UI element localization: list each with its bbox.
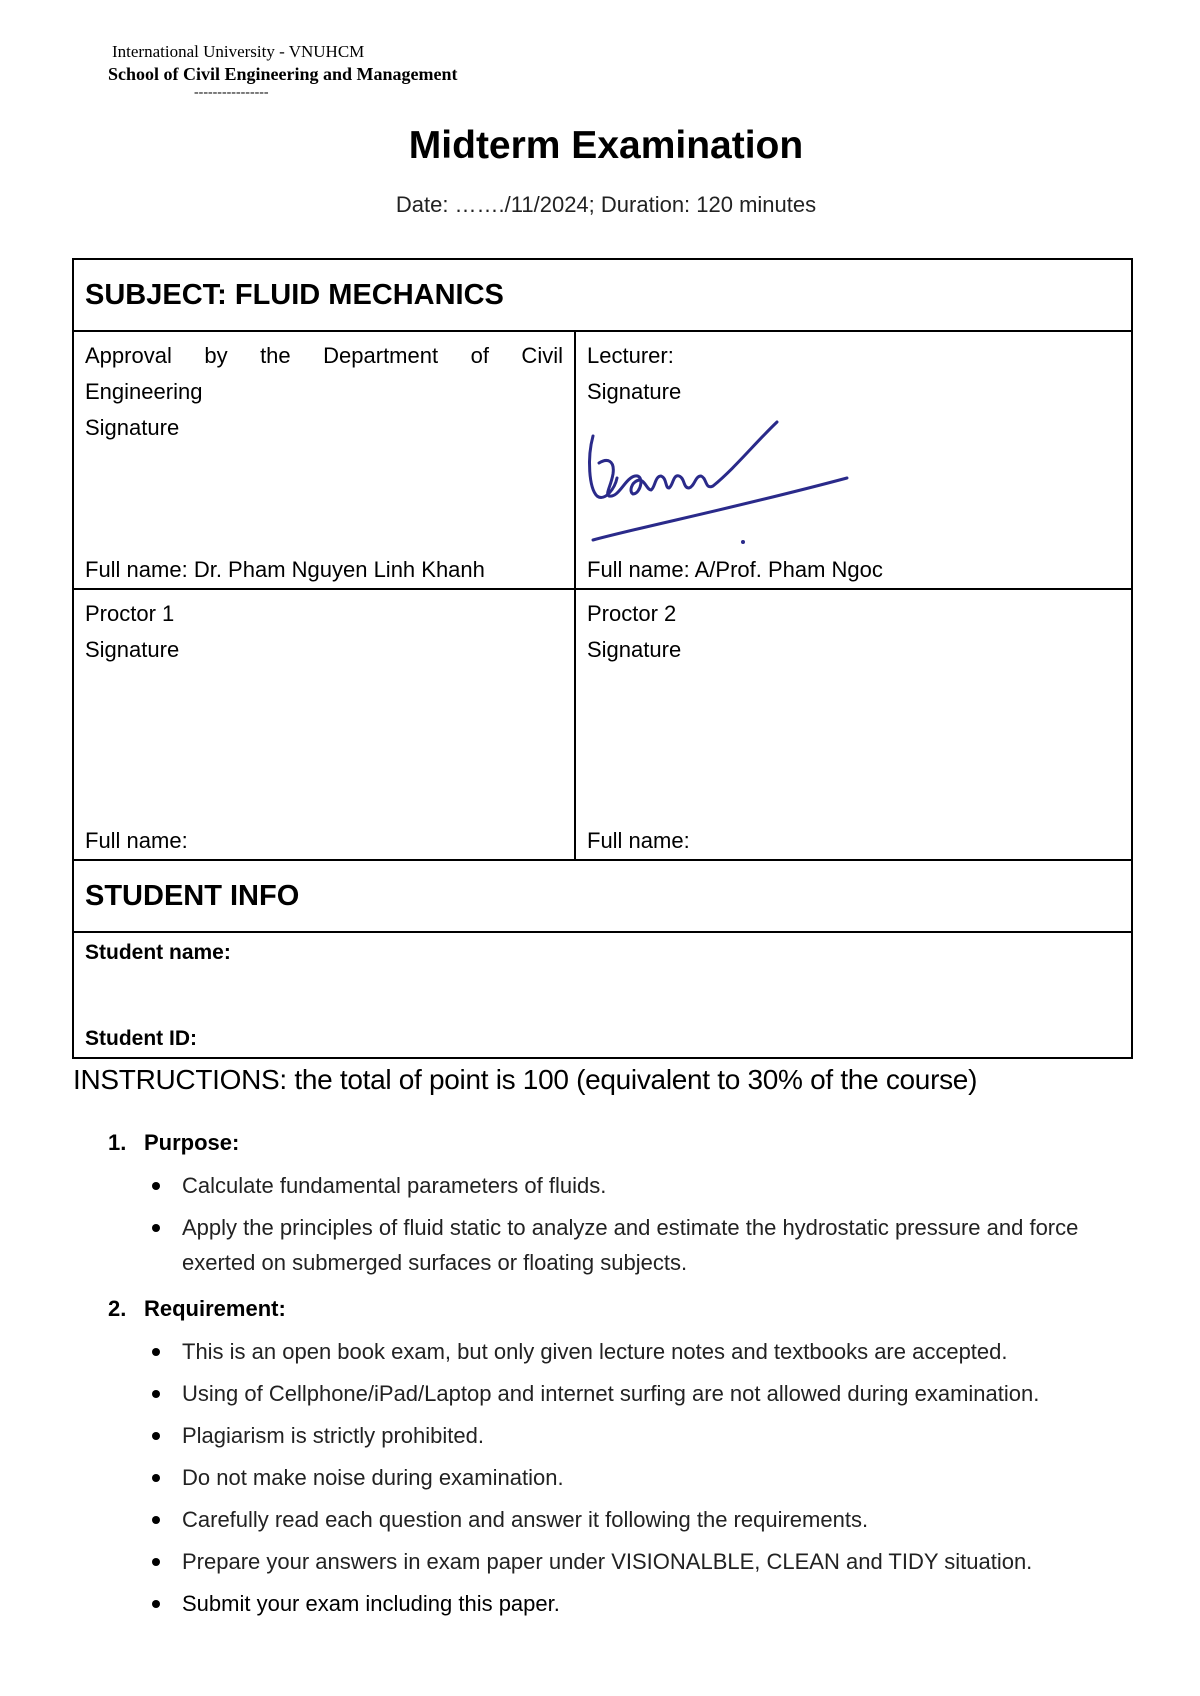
list-item: Do not make noise during examination. (150, 1460, 1140, 1495)
exam-title: Midterm Examination (408, 124, 804, 167)
exam-date-line: Date: ……./11/2024; Duration: 120 minutes (395, 192, 817, 217)
list-item: Calculate fundamental parameters of fluids. (150, 1168, 1140, 1203)
proctor1-full-name: Full name: (85, 828, 188, 853)
approval-full-name: Full name: Dr. Pham Nguyen Linh Khanh (85, 557, 485, 582)
lecturer-full-name: Full name: A/Prof. Pham Ngoc (587, 557, 883, 582)
approval-signature-label: Signature (85, 415, 180, 440)
list-item: Plagiarism is strictly prohibited. (150, 1418, 1140, 1453)
school-name: School of Civil Engineering and Management (108, 64, 458, 84)
proctor2-label: Proctor 2 (587, 601, 677, 626)
student-info-cell (73, 932, 1132, 1058)
list-item: This is an open book exam, but only given lecture notes and textbooks are accepted. (150, 1334, 1140, 1369)
section-purpose-heading (108, 1130, 239, 1156)
approval-cell (73, 331, 575, 589)
proctor2-cell (575, 589, 1132, 860)
requirement-list (150, 1334, 1140, 1628)
list-item: Apply the principles of fluid static to analyze and estimate the hydrostatic pressure and force exerted on submerged surfaces or floating subjects. (150, 1210, 1140, 1280)
section-number: 2. (108, 1296, 127, 1321)
list-item: Using of Cellphone/iPad/Laptop and internet surfing are not allowed during examination. (150, 1376, 1140, 1411)
lecturer-label: Lecturer: (587, 343, 674, 368)
section-number: 1. (108, 1130, 127, 1155)
list-item: Submit your exam including this paper. (150, 1586, 1140, 1621)
university-name: International University - VNUHCM (112, 42, 365, 61)
lecturer-handwritten-signature (585, 418, 855, 548)
proctor1-cell (73, 589, 575, 860)
header-divider: ---------------- (194, 85, 269, 100)
approval-label-line1: Approval by the Department of Civil (85, 343, 563, 368)
section-title: Requirement: (144, 1296, 286, 1321)
section-requirement-heading (108, 1296, 286, 1322)
section-title: Purpose: (144, 1130, 240, 1155)
instructions-heading: INSTRUCTIONS: the total of point is 100 (equivalent to 30% of the course) (73, 1064, 978, 1095)
approval-label-line2: Engineering (85, 379, 203, 404)
exam-info-table (72, 258, 1133, 1059)
student-info-heading: STUDENT INFO (73, 860, 1132, 932)
proctor2-signature-label: Signature (587, 637, 682, 662)
list-item: Prepare your answers in exam paper under VISIONALBLE, CLEAN and TIDY situation. (150, 1544, 1140, 1579)
student-name-label: Student name: (85, 941, 231, 964)
lecturer-signature-label: Signature (587, 379, 682, 404)
purpose-list (150, 1168, 1140, 1287)
subject-heading: SUBJECT: FLUID MECHANICS (73, 259, 1132, 331)
document-header (108, 42, 458, 101)
list-item: Carefully read each question and answer it following the requirements. (150, 1502, 1140, 1537)
student-id-label: Student ID: (85, 1027, 197, 1050)
proctor1-signature-label: Signature (85, 637, 180, 662)
proctor2-full-name: Full name: (587, 828, 690, 853)
proctor1-label: Proctor 1 (85, 601, 175, 626)
